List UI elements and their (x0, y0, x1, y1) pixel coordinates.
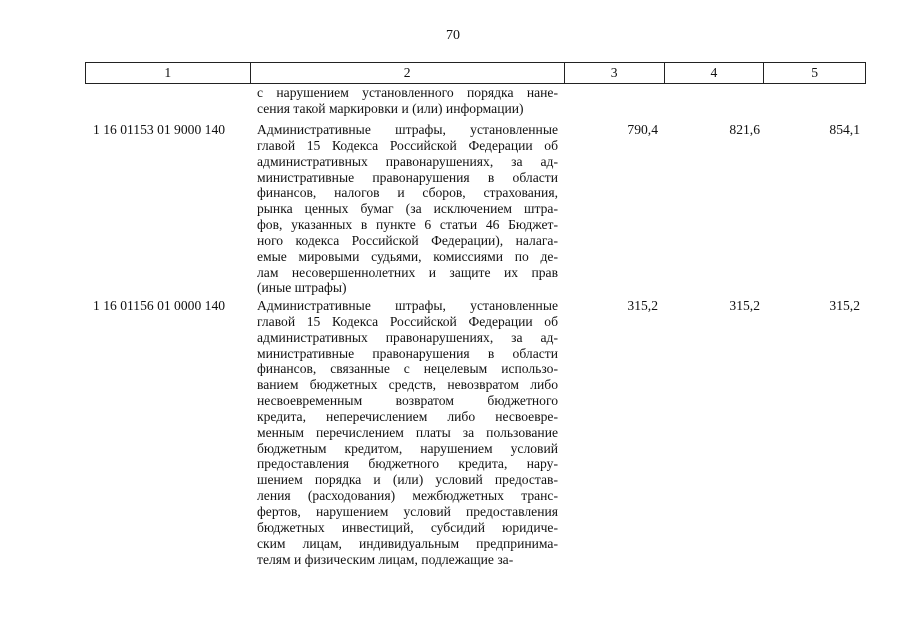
description-line: с нарушением установленного порядка нане- (257, 85, 558, 100)
description-line: ским лицам, индивидуальным предпринима- (257, 535, 558, 551)
description-line: предоставления бюджетного кредита, нару- (257, 456, 558, 472)
description-line: ного кодекса Российской Федерации), налага- (257, 232, 558, 248)
description-line: кредита, неперечислением либо несвоевре- (257, 408, 558, 424)
table-header (85, 62, 866, 84)
row-description (257, 298, 558, 567)
description-line: (иные штрафы) (257, 280, 347, 296)
description-line: лам несовершеннолетних и защите их прав (257, 264, 558, 280)
description-line: ванием бюджетных средств, невозвратом либо (257, 377, 558, 393)
header-col-1: 1 (86, 63, 251, 83)
description-line: емые мировыми судьями, комиссиями по де- (257, 248, 558, 264)
description-line: административных правонарушениях, за ад- (257, 153, 558, 169)
row-value-4: 821,6 (729, 122, 760, 137)
description-line: фертов, нарушением условий предоставления (257, 503, 558, 519)
description-line: бюджетным кредитом, нарушением условий (257, 440, 558, 456)
header-col-2: 2 (251, 63, 565, 83)
row-value-4: 315,2 (729, 298, 760, 313)
description-line: главой 15 Кодекса Российской Федерации об (257, 313, 558, 329)
description-line: Административные штрафы, установленные (257, 122, 558, 137)
header-col-5: 5 (811, 65, 819, 80)
header-col-3: 3 (565, 63, 665, 83)
row-value-5: 315,2 (829, 298, 860, 313)
row-code: 1 16 01153 01 9000 140 (93, 122, 226, 137)
row-value-5: 854,1 (829, 122, 860, 137)
row-value-3: 790,4 (627, 122, 658, 137)
description-line: рынка ценных бумаг (за исключением штра- (257, 201, 558, 217)
page-number: 70 (446, 28, 460, 43)
description-line: телям и физическим лицам, подлежащие за- (257, 551, 514, 567)
description-line: министративные правонарушения в области (257, 345, 558, 361)
row-description (257, 122, 558, 296)
row-value-3: 315,2 (627, 298, 658, 313)
description-line: финансов, связанные с нецелевым использо- (257, 361, 558, 377)
description-line: бюджетных инвестиций, субсидий юридиче- (257, 519, 558, 535)
header-col-4: 4 (665, 63, 765, 83)
description-line: сения такой маркировки и (или) информации) (257, 100, 524, 116)
description-line: фов, указанных в пункте 6 статьи 46 Бюджет- (257, 217, 558, 233)
description-line: шением порядка и (или) условий предостав- (257, 472, 558, 488)
description-line: административных правонарушениях, за ад- (257, 329, 558, 345)
row-code: 1 16 01156 01 0000 140 (93, 298, 226, 313)
description-line: несвоевременным возвратом бюджетного (257, 393, 558, 409)
description-line: финансов, налогов и сборов, страхования, (257, 185, 558, 201)
row-description (257, 85, 558, 117)
description-line: Административные штрафы, установленные (257, 298, 558, 313)
description-line: главой 15 Кодекса Российской Федерации об (257, 137, 558, 153)
description-line: ления (расходования) межбюджетных транс- (257, 488, 558, 504)
description-line: министративные правонарушения в области (257, 169, 558, 185)
description-line: менным перечислением платы за пользование (257, 424, 558, 440)
